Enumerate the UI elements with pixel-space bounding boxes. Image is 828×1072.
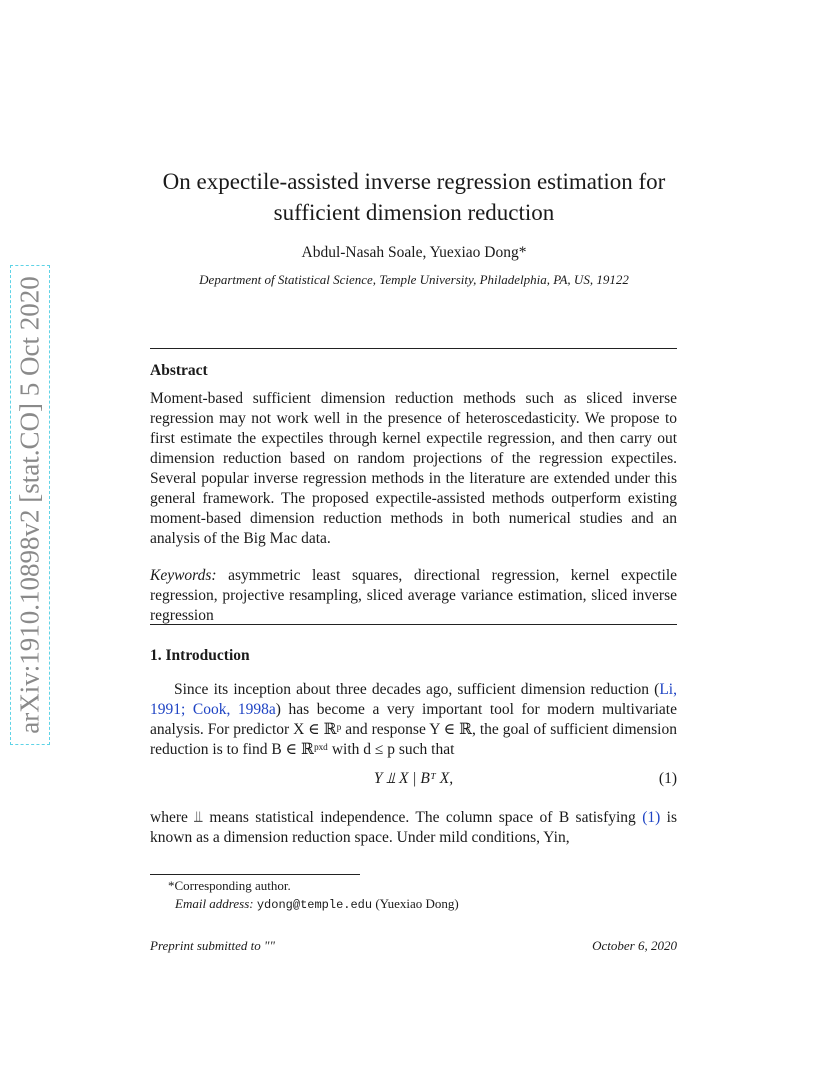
email-address[interactable]: ydong@temple.edu	[256, 898, 373, 912]
equation-body: Y ⫫ X | Bᵀ X,	[373, 770, 454, 787]
email-label: Email address:	[175, 896, 254, 911]
equation-1	[150, 770, 677, 792]
intro-para2-part-b: is known as a dimension reduction space. Under mild conditions, Yin,	[150, 809, 677, 846]
intro-para1-part-b: ) has become a very important tool for modern multivariate analysis. For predictor X ∈ ℝᵖ and response Y ∈ ℝ, the goal of sufficient dimension reduction is to find B ∈ ℝᵖˣᵈ with d ≤ p such that	[150, 701, 677, 758]
affiliation: Department of Statistical Science, Temple University, Philadelphia, PA, US, 19122	[199, 272, 629, 287]
arxiv-sidebar	[10, 265, 50, 745]
email-name: (Yuexiao Dong)	[375, 896, 459, 911]
keywords	[150, 566, 677, 626]
intro-para2-part-a: where ⫫ means statistical independence. The column space of B satisfying	[150, 809, 643, 826]
citation-link[interactable]: Li, 1991; Cook, 1998a	[150, 681, 677, 718]
footnote-corresponding: *Corresponding author.	[168, 878, 291, 893]
paper-title	[0, 166, 828, 228]
intro-paragraph-1	[150, 680, 677, 760]
abstract-heading: Abstract	[150, 362, 208, 379]
equation-number: (1)	[658, 770, 677, 787]
arxiv-identifier: arXiv:1910.10898v2 [stat.CO] 5 Oct 2020	[14, 276, 45, 734]
title-line-1: On expectile-assisted inverse regression estimation for	[162, 169, 666, 194]
abstract-text: Moment-based sufficient dimension reduction methods such as sliced inverse regression may not work well in the presence of heteroscedasticity. We propose to first estimate the expectiles through kernel expectile regression, and then carry out dimension reduction based on random projections of the regression expectiles. Several popular inverse regression methods in the literature are extended under this general framework. The proposed expectile-assisted methods outperform existing moment-based dimension reduction methods in both numerical studies and an analysis of the Big Mac data.	[150, 390, 677, 547]
authors: Abdul-Nasah Soale, Yuexiao Dong*	[301, 244, 527, 261]
footnote-rule	[150, 874, 360, 875]
footer-preprint: Preprint submitted to ""	[150, 938, 275, 953]
abstract-bottom-rule	[150, 624, 677, 625]
intro-para1-part-a: Since its inception about three decades ago, sufficient dimension reduction (	[174, 681, 660, 698]
intro-paragraph-2	[150, 808, 677, 848]
footer-date: October 6, 2020	[592, 938, 677, 953]
keywords-text: asymmetric least squares, directional regression, kernel expectile regression, projective resampling, sliced average variance estimation, sliced inverse regression	[150, 567, 677, 624]
title-line-2: sufficient dimension reduction	[273, 200, 555, 225]
keywords-label: Keywords:	[150, 567, 217, 584]
section-heading-introduction: 1. Introduction	[150, 647, 250, 664]
equation-reference-link[interactable]: (1)	[642, 809, 661, 826]
abstract-top-rule	[150, 348, 677, 349]
footnote-email	[175, 895, 459, 914]
